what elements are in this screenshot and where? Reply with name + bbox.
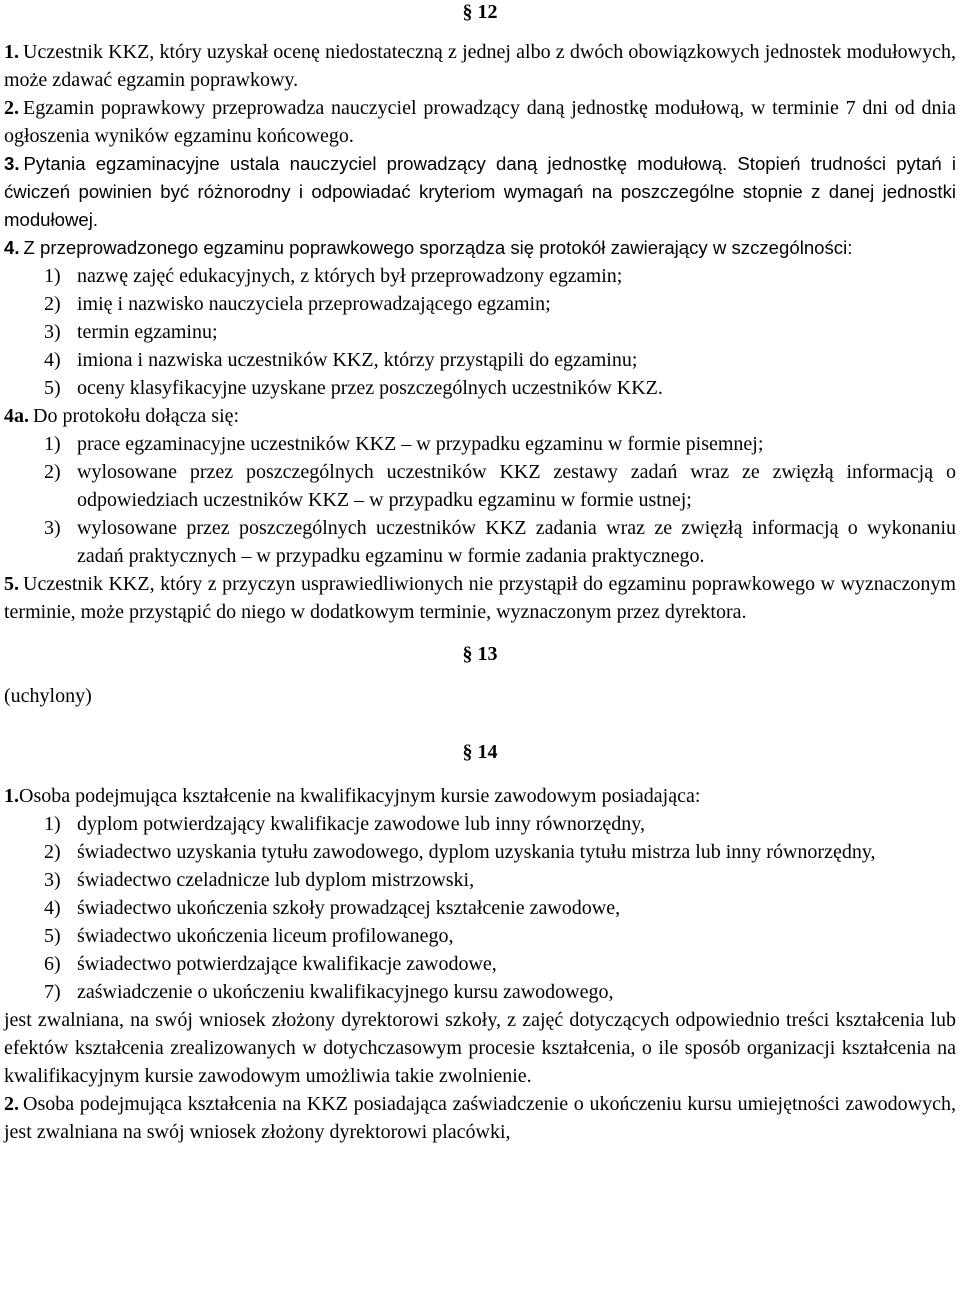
list-text: dyplom potwierdzający kwalifikacje zawodowe lub inny równorzędny,	[77, 813, 645, 835]
list-text: świadectwo ukończenia szkoły prowadzącej kształcenie zawodowe,	[77, 897, 621, 919]
list-item	[4, 810, 956, 838]
list-text: świadectwo uzyskania tytułu zawodowego, dyplom uzyskania tytułu mistrza lub inny równorzędny,	[77, 841, 876, 863]
list-number: 2)	[44, 841, 61, 863]
list-text: wylosowane przez poszczególnych uczestników KKZ zadania wraz ze zwięzłą informacją o wykonaniu zadań praktycznych – w przypadku egzaminu w formie zadania praktycznego.	[77, 517, 956, 567]
paragraph-text: Osoba podejmująca kształcenie na kwalifikacyjnym kursie zawodowym posiadająca:	[19, 785, 701, 807]
list-item	[4, 458, 956, 514]
list-number: 6)	[44, 953, 61, 975]
paragraph-text: Uczestnik KKZ, który uzyskał ocenę niedostateczną z jednej albo z dwóch obowiązkowych jednostek modułowych, może zdawać egzamin poprawkowy.	[4, 41, 956, 91]
list-item	[4, 262, 956, 290]
paragraph-12-5	[4, 570, 956, 626]
protocol-contents-list	[4, 262, 956, 402]
list-number: 3)	[44, 321, 61, 343]
list-number: 2)	[44, 293, 61, 315]
list-number: 1)	[44, 813, 61, 835]
list-item	[4, 290, 956, 318]
protocol-attachments-list	[4, 430, 956, 570]
list-number: 1)	[44, 433, 61, 455]
list-text: wylosowane przez poszczególnych uczestników KKZ zestawy zadań wraz ze zwięzłą informacją o odpowiedziach uczestników KKZ – w przypadku egzaminu w formie ustnej;	[77, 461, 956, 511]
list-number: 2)	[44, 461, 61, 483]
list-text: oceny klasyfikacyjne uzyskane przez poszczególnych uczestników KKZ.	[77, 377, 663, 399]
paragraph-number: 4.	[4, 237, 20, 258]
paragraph-12-2	[4, 94, 956, 150]
paragraph-number: 1.	[4, 785, 19, 807]
section-13-heading: § 13	[462, 643, 498, 665]
list-item	[4, 894, 956, 922]
list-item	[4, 922, 956, 950]
list-number: 5)	[44, 925, 61, 947]
paragraph-14-1-tail: jest zwalniana, na swój wniosek złożony dyrektorowi szkoły, z zajęć dotyczących odpowiednio treści kształcenia lub efektów kształcenia zrealizowanych w dotychczasowym procesie kształcenia, o ile sposób organizacji kształcenia na kwalifikacyjnym kursie zawodowym umożliwia takie zwolnienie.	[4, 1009, 956, 1087]
list-text: termin egzaminu;	[77, 321, 218, 343]
list-item	[4, 950, 956, 978]
list-number: 1)	[44, 265, 61, 287]
list-number: 4)	[44, 349, 61, 371]
list-text: prace egzaminacyjne uczestników KKZ – w przypadku egzaminu w formie pisemnej;	[77, 433, 764, 455]
list-text: nazwę zajęć edukacyjnych, z których był przeprowadzony egzamin;	[77, 265, 623, 287]
list-text: imiona i nazwiska uczestników KKZ, którzy przystąpili do egzaminu;	[77, 349, 638, 371]
paragraph-text: Pytania egzaminacyjne ustala nauczyciel prowadzący daną jednostkę modułową. Stopień trudności pytań i ćwiczeń powinien być różnorodny i odpowiadać kryteriom wymagań na poszczególne stopnie z danej jednostki modułowej.	[4, 153, 956, 230]
qualifications-list	[4, 810, 956, 1006]
section-12-heading: § 12	[462, 1, 498, 23]
list-text: świadectwo potwierdzające kwalifikacje zawodowe,	[77, 953, 497, 975]
paragraph-12-4a	[4, 402, 956, 430]
list-item	[4, 374, 956, 402]
paragraph-number: 4a.	[4, 405, 29, 427]
list-number: 5)	[44, 377, 61, 399]
paragraph-text: Osoba podejmująca kształcenia na KKZ posiadająca zaświadczenie o ukończeniu kursu umiejętności zawodowych, jest zwalniana na swój wniosek złożony dyrektorowi placówki,	[4, 1093, 956, 1143]
list-number: 7)	[44, 981, 61, 1003]
list-item	[4, 318, 956, 346]
paragraph-text: Do protokołu dołącza się:	[33, 405, 240, 427]
list-item	[4, 978, 956, 1006]
paragraph-text: Egzamin poprawkowy przeprowadza nauczyciel prowadzący daną jednostkę modułową, w terminie 7 dni od dnia ogłoszenia wyników egzaminu końcowego.	[4, 97, 956, 147]
list-item	[4, 346, 956, 374]
list-item	[4, 838, 956, 866]
list-text: świadectwo czeladnicze lub dyplom mistrzowski,	[77, 869, 475, 891]
list-item	[4, 514, 956, 570]
paragraph-number: 3.	[4, 153, 20, 174]
list-number: 3)	[44, 517, 61, 539]
paragraph-12-4	[4, 234, 956, 262]
paragraph-14-1	[4, 782, 956, 810]
list-number: 4)	[44, 897, 61, 919]
paragraph-12-3	[4, 150, 956, 234]
paragraph-14-2	[4, 1090, 956, 1146]
list-number: 3)	[44, 869, 61, 891]
paragraph-number: 1.	[4, 41, 19, 63]
paragraph-12-1	[4, 38, 956, 94]
section-13-text: (uchylony)	[4, 685, 92, 707]
paragraph-number: 2.	[4, 97, 19, 119]
list-text: imię i nazwisko nauczyciela przeprowadzającego egzamin;	[77, 293, 551, 315]
list-text: świadectwo ukończenia liceum profilowanego,	[77, 925, 454, 947]
paragraph-number: 2.	[4, 1093, 19, 1115]
list-text: zaświadczenie o ukończeniu kwalifikacyjnego kursu zawodowego,	[77, 981, 614, 1003]
paragraph-text: Z przeprowadzonego egzaminu poprawkowego sporządza się protokół zawierający w szczególności:	[23, 237, 853, 258]
section-14-heading: § 14	[462, 741, 498, 763]
paragraph-number: 5.	[4, 573, 19, 595]
list-item	[4, 866, 956, 894]
list-item	[4, 430, 956, 458]
paragraph-text: Uczestnik KKZ, który z przyczyn usprawiedliwionych nie przystąpił do egzaminu poprawkowego w wyznaczonym terminie, może przystąpić do niego w dodatkowym terminie, wyznaczonym przez dyrektora.	[4, 573, 956, 623]
